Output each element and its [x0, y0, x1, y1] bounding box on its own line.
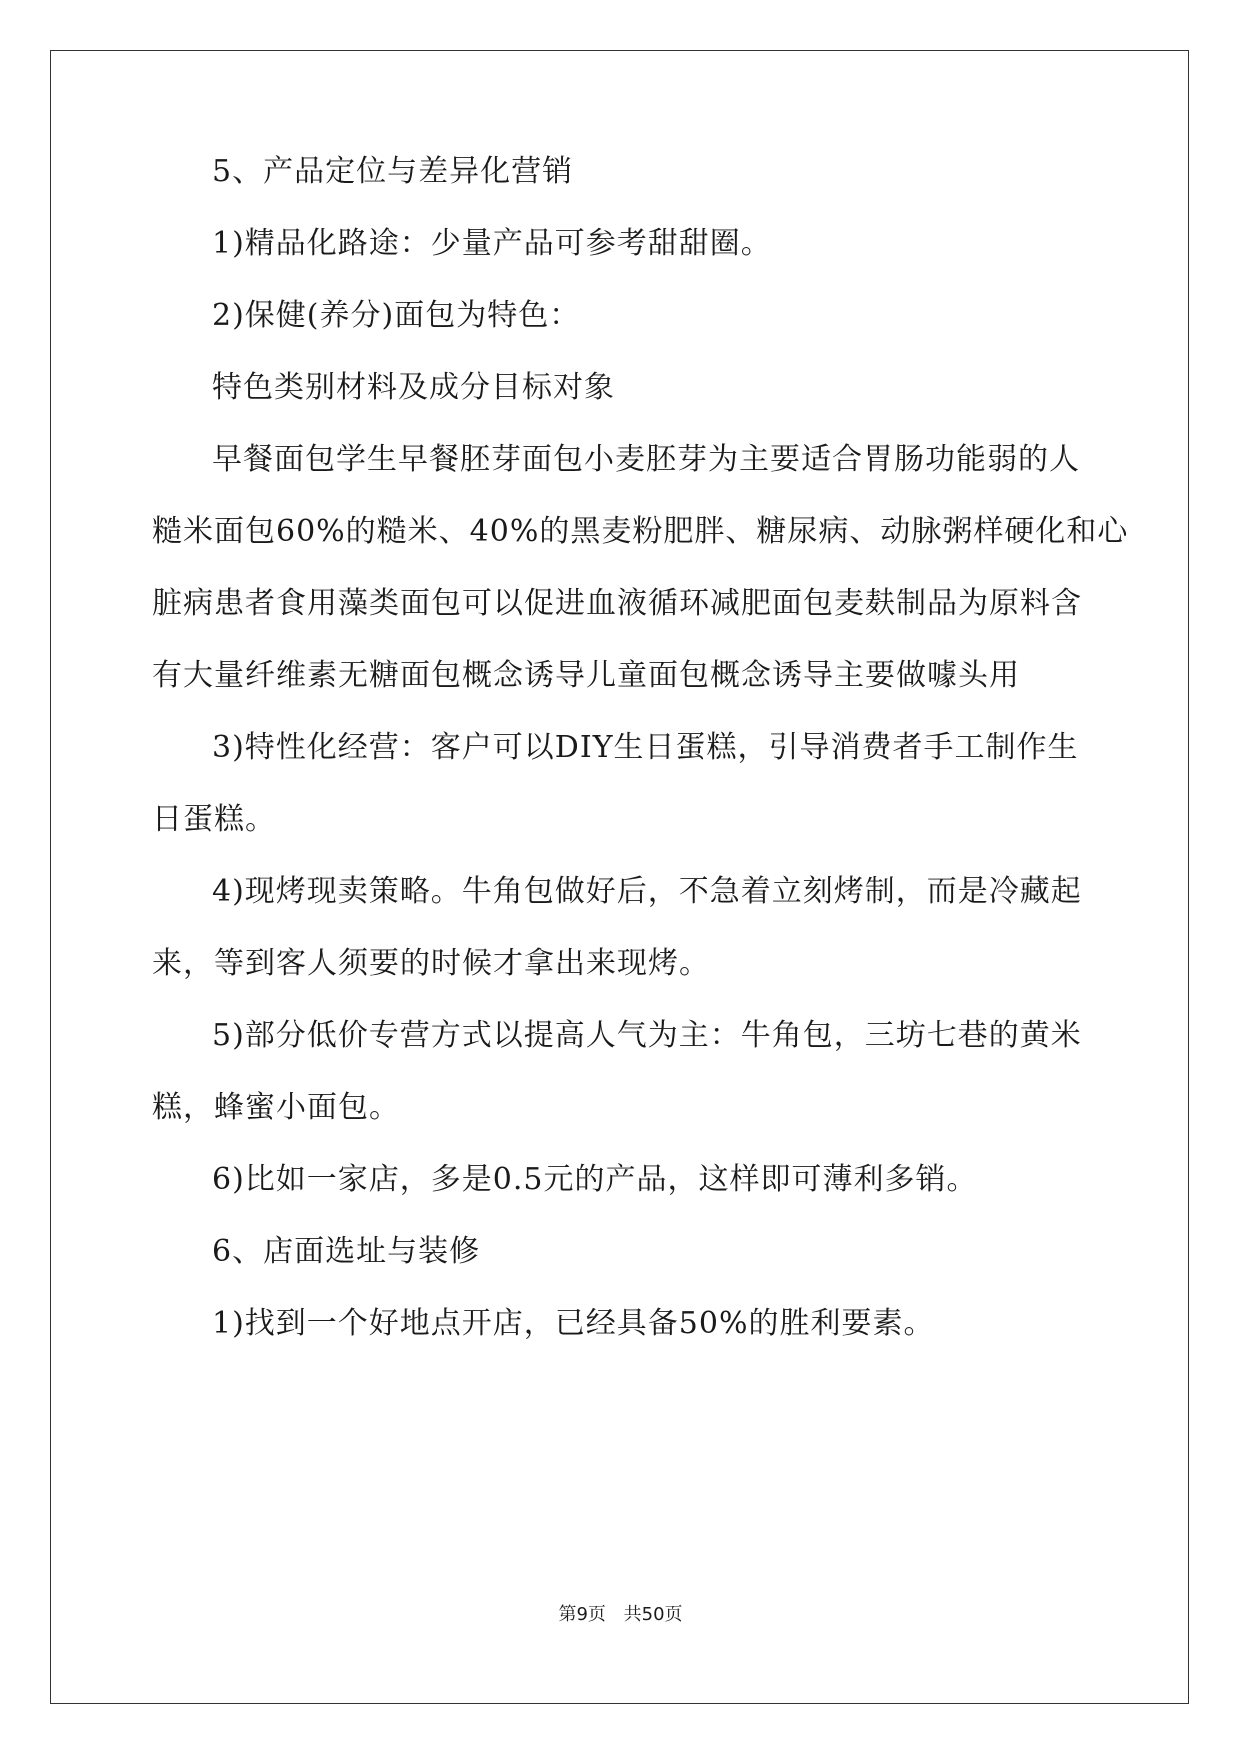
paragraph-line: 4)现烤现卖策略。牛角包做好后，不急着立刻烤制，而是冷藏起 [212, 874, 1082, 909]
paragraph-line: 1)精品化路途：少量产品可参考甜甜圈。 [212, 226, 772, 261]
paragraph-line: 早餐面包学生早餐胚芽面包小麦胚芽为主要适合胃肠功能弱的人 [212, 442, 1080, 477]
paragraph-line: 糕，蜂蜜小面包。 [152, 1090, 400, 1125]
section-heading-5: 5、产品定位与差异化营销 [212, 154, 574, 189]
paragraph-line: 来，等到客人须要的时候才拿出来现烤。 [152, 946, 710, 981]
paragraph-line: 糙米面包60%的糙米、40%的黑麦粉肥胖、糖尿病、动脉粥样硬化和心 [152, 514, 1129, 549]
page-number-current: 第9页 [558, 1604, 606, 1625]
paragraph-line: 6)比如一家店，多是0.5元的产品，这样即可薄利多销。 [212, 1162, 978, 1197]
paragraph-line: 脏病患者食用藻类面包可以促进血液循环减肥面包麦麸制品为原料含 [152, 586, 1082, 621]
page-number-total: 共50页 [623, 1604, 683, 1625]
paragraph-line: 1)找到一个好地点开店，已经具备50%的胜利要素。 [212, 1306, 935, 1341]
paragraph-line: 有大量纤维素无糖面包概念诱导儿童面包概念诱导主要做噱头用 [152, 658, 1020, 693]
paragraph-line: 2)保健(养分)面包为特色： [212, 298, 581, 333]
paragraph-line: 3)特性化经营：客户可以DIY生日蛋糕，引导消费者手工制作生 [212, 730, 1079, 765]
section-heading-6: 6、店面选址与装修 [212, 1234, 481, 1269]
paragraph-line: 日蛋糕。 [152, 802, 276, 837]
paragraph-line: 5)部分低价专营方式以提高人气为主：牛角包，三坊七巷的黄米 [212, 1018, 1082, 1053]
page-footer [0, 1600, 1241, 1626]
paragraph-line: 特色类别材料及成分目标对象 [212, 370, 615, 405]
